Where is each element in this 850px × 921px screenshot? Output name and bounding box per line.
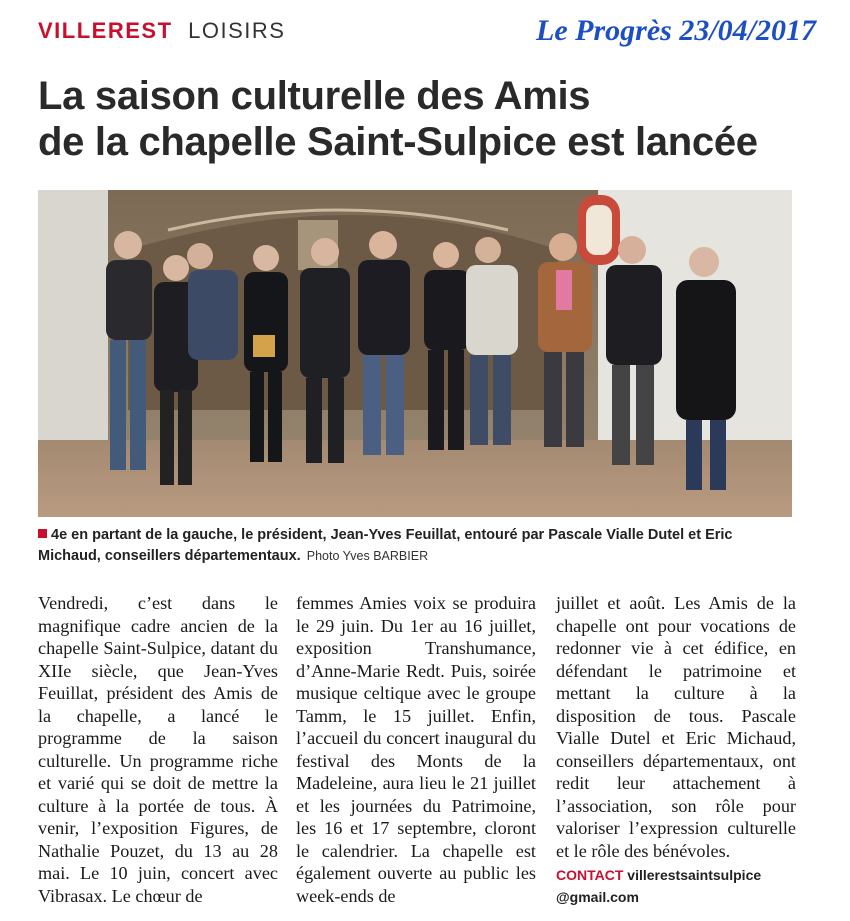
column-3-text: juillet et août. Les Amis de la chapelle ont pour vocations de redonner vie à cet édifice, en défendant le patrimoine et mettant la culture à la disposition de tous. Pascale Vialle Dutel et Eric Michaud, conseillers départementaux, ont redit leur attachement à l’association, son rôle pour valoriser l’expression culturelle et le rôle des bénévoles. (556, 593, 796, 861)
article-column-1 (38, 592, 278, 907)
contact-line (556, 864, 796, 908)
source-and-date: Le Progrès 23/04/2017 (536, 14, 816, 47)
photo-caption (38, 525, 798, 567)
headline-line-1: La saison culturelle des Amis (38, 74, 591, 118)
column-1-text: Vendredi, c’est dans le magnifique cadre ancien de la chapelle Saint-Sulpice, datant du XIIe siècle, que Jean-Yves Feuillat, président des Amis de la chapelle, a lancé le programme de la saison culturelle. Un programme riche et varié qui se doit de mettre la culture à la portée de tous. À venir, l’exposition Figures, de Nathalie Pouzet, du 13 au 28 mai. Le 10 juin, concert avec Vibrasax. Le chœur de (38, 593, 278, 906)
rubric-section: LOISIRS (188, 18, 286, 43)
article-column-2 (296, 592, 536, 907)
headline (38, 73, 818, 165)
contact-email[interactable]: villerestsaintsulpice @gmail.com (556, 867, 762, 905)
headline-line-2: de la chapelle Saint-Sulpice est lancée (38, 120, 758, 164)
article-body (38, 592, 798, 912)
photo-credit: Photo Yves BARBIER (306, 549, 429, 563)
photo-illustration (38, 190, 792, 517)
group-photo (38, 190, 792, 517)
rubric (38, 18, 285, 44)
caption-marker-icon (38, 529, 47, 538)
caption-text: 4e en partant de la gauche, le président, Jean-Yves Feuillat, entouré par Pascale Vialle Dutel et Eric Michaud, conseillers départementaux. (38, 527, 733, 564)
article-header (38, 14, 818, 50)
article-column-3 (556, 592, 796, 908)
rubric-place: VILLEREST (38, 18, 173, 43)
column-2-text: femmes Amies voix se produira le 29 juin. Du 1er au 16 juillet, exposition Transhumance, d’Anne-Marie Redt. Puis, soirée musique celtique avec le groupe Tamm, le 15 juillet. Enfin, l’accueil du concert inaugural du festival des Monts de la Madeleine, aura lieu le 21 juillet et les journées du Patrimoine, les 16 et 17 septembre, cloront le calendrier. La chapelle est également ouverte au public les week-ends de (296, 593, 536, 906)
contact-label: CONTACT (556, 867, 624, 883)
